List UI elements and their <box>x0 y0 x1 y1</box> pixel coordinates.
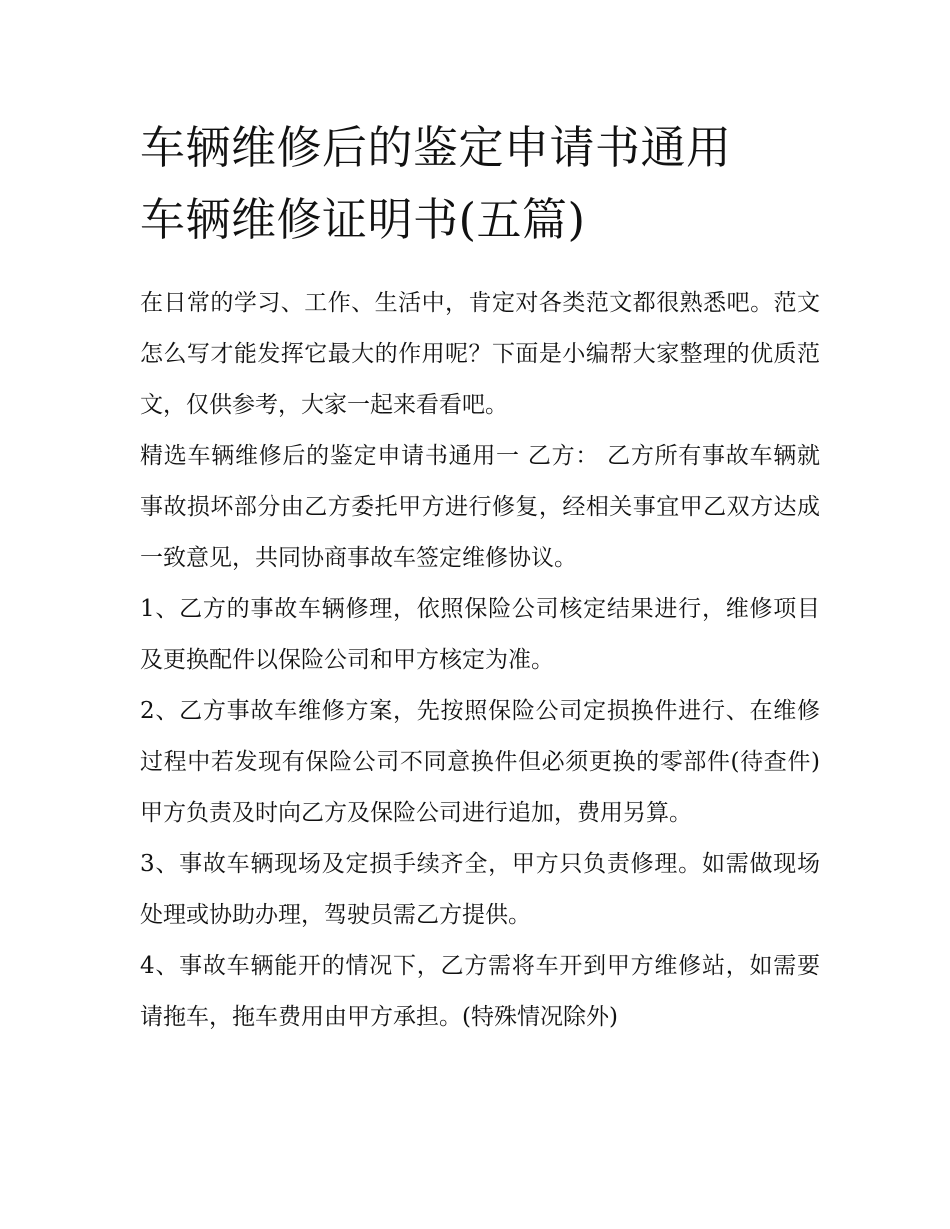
paragraph-clause-2: 2、乙方事故车维修方案，先按照保险公司定损换件进行、在维修过程中若发现有保险公司不同意换件但必须更换的零部件(待查件)甲方负责及时向乙方及保险公司进行追加，费用另算。 <box>140 698 820 826</box>
paragraph-clause-4: 4、事故车辆能开的情况下，乙方需将车开到甲方维修站，如需要请拖车，拖车费用由甲方承担。(特殊情况除外) <box>140 953 820 1030</box>
document-title <box>140 112 820 256</box>
document-page <box>140 112 820 1043</box>
paragraph-clause-1: 1、乙方的事故车辆修理，依照保险公司核定结果进行，维修项目及更换配件以保险公司和甲方核定为准。 <box>140 596 820 673</box>
document-body <box>140 278 820 1043</box>
title-line-1: 车辆维修后的鉴定申请书通用 <box>140 121 732 174</box>
paragraph-preamble: 精选车辆维修后的鉴定申请书通用一 乙方： 乙方所有事故车辆就事故损坏部分由乙方委托甲方进行修复，经相关事宜甲乙双方达成一致意见，共同协商事故车签定维修协议。 <box>140 443 820 571</box>
paragraph-clause-3: 3、事故车辆现场及定损手续齐全，甲方只负责修理。如需做现场处理或协助办理，驾驶员需乙方提供。 <box>140 851 820 928</box>
paragraph-intro: 在日常的学习、工作、生活中，肯定对各类范文都很熟悉吧。范文怎么写才能发挥它最大的作用呢？下面是小编帮大家整理的优质范文，仅供参考，大家一起来看看吧。 <box>140 290 820 418</box>
title-line-2: 车辆维修证明书(五篇) <box>140 193 586 246</box>
